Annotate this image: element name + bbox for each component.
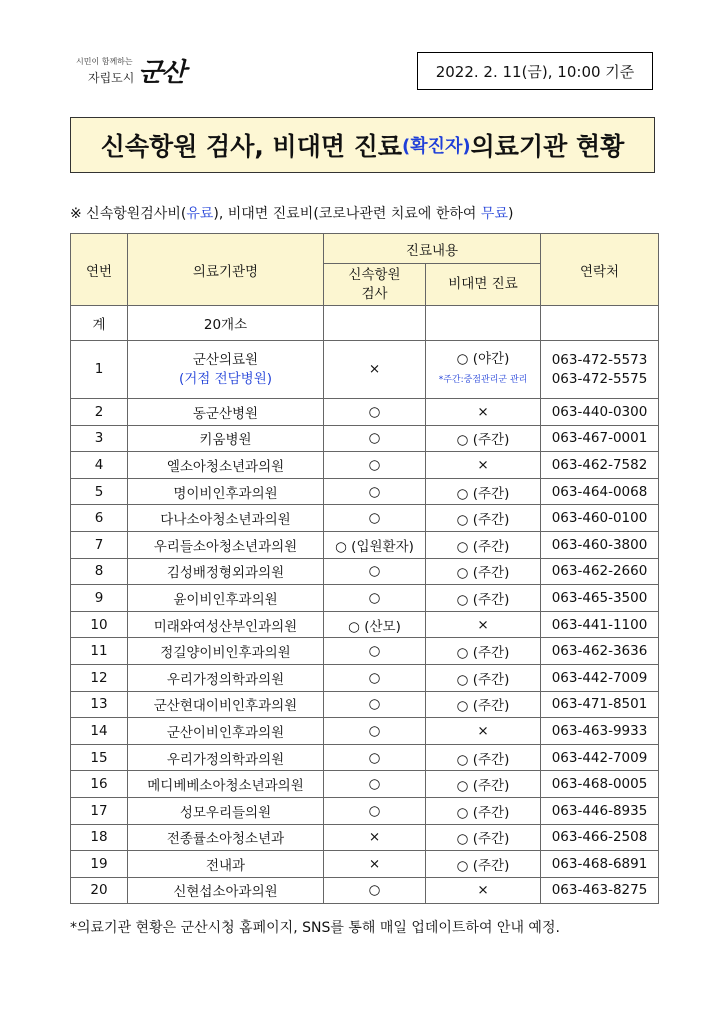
row-remote: ○ (주간) [426,744,541,771]
row-remote: ○ (주간) [426,425,541,452]
header-rapid-line2: 검사 [361,285,388,302]
clinic-table [70,233,659,904]
row-no: 12 [71,664,128,691]
row-no: 8 [71,558,128,585]
row-no: 3 [71,425,128,452]
row-rapid: ○ [324,718,426,745]
row-name: 윤이비인후과의원 [128,585,324,612]
row-no: 19 [71,851,128,878]
row-phone: 063-462-3636 [541,638,659,665]
row-name-sub: (거점 전담병원) [178,370,273,387]
row-phone: 063-462-2660 [541,558,659,585]
row-name: 키움병원 [128,425,324,452]
table-row [71,664,659,691]
row-phone-1: 063-472-5573 [551,351,648,368]
row-phone: 063-471-8501 [541,691,659,718]
row-phone: 063-465-3500 [541,585,659,612]
row-no: 13 [71,691,128,718]
row-rapid: ○ (입원환자) [324,531,426,558]
header-contact: 연락처 [541,234,659,306]
total-empty-contact [541,306,659,341]
row-remote: ○ (주간) [426,664,541,691]
fee-note [70,203,513,223]
row-phone: 063-464-0068 [541,478,659,505]
row-name: 명이비인후과의원 [128,478,324,505]
table-row [71,505,659,532]
row-name: 다나소아청소년과의원 [128,505,324,532]
header-no: 연번 [71,234,128,306]
table-row [71,558,659,585]
table-row [71,718,659,745]
row-remote: ○ (주간) [426,558,541,585]
row-name: 신현섭소아과의원 [128,877,324,904]
note-free: 무료 [480,206,508,222]
row-phone: 063-468-0005 [541,771,659,798]
row-name: 군산이비인후과의원 [128,718,324,745]
row-phone: 063-460-3800 [541,531,659,558]
row-remote: ○ (주간) [426,797,541,824]
row-remote: ○ (주간) [426,824,541,851]
row-name: 미래와여성산부인과의원 [128,611,324,638]
row-phone: 063-462-7582 [541,452,659,479]
row-no: 5 [71,478,128,505]
row-name: 우리들소아청소년과의원 [128,531,324,558]
row-rapid: × [324,824,426,851]
row-remote: × [426,718,541,745]
row-rapid: ○ [324,558,426,585]
row-remote: ○ (주간) [426,531,541,558]
table-row [71,452,659,479]
row-name: 성모우리들의원 [128,797,324,824]
row-remote: × [426,452,541,479]
row-rapid: ○ [324,585,426,612]
row-phone: 063-468-6891 [541,851,659,878]
row-remote: ○ (주간) [426,478,541,505]
row-phone: 063-460-0100 [541,505,659,532]
date-label: 2022. 2. 11(금), 10:00 기준 [435,62,635,81]
row-name: 엘소아청소년과의원 [128,452,324,479]
row-rapid: ○ [324,797,426,824]
row-phone: 063-466-2508 [541,824,659,851]
city-logo [76,52,186,92]
row-phone: 063-442-7009 [541,744,659,771]
row-name: 동군산병원 [128,399,324,426]
row-no: 2 [71,399,128,426]
row-no: 6 [71,505,128,532]
row-name: 우리가정의학과의원 [128,664,324,691]
total-row [71,306,659,341]
row-phone: 063-446-8935 [541,797,659,824]
row-no: 10 [71,611,128,638]
title-highlight: (확진자) [402,136,471,157]
row-rapid: ○ [324,771,426,798]
row-remote: × [426,399,541,426]
title-box [70,117,655,173]
row-phone: 063-463-8275 [541,877,659,904]
header-name: 의료기관명 [128,234,324,306]
row-rapid: ○ [324,744,426,771]
row-rapid: ○ [324,478,426,505]
row-no: 17 [71,797,128,824]
row-no: 9 [71,585,128,612]
row-name: 정길양이비인후과의원 [128,638,324,665]
row-name [128,341,324,399]
row-no: 7 [71,531,128,558]
date-box [417,52,653,90]
table-row [71,399,659,426]
row-remote: ○ (주간) [426,851,541,878]
row-name-main: 군산의료원 [192,351,259,368]
table-row [71,744,659,771]
row-name: 전내과 [128,851,324,878]
row-phone: 063-442-7009 [541,664,659,691]
table-row [71,611,659,638]
table-row [71,478,659,505]
row-rapid: ○ [324,505,426,532]
row-phone: 063-440-0300 [541,399,659,426]
row-no: 14 [71,718,128,745]
total-empty-rapid [324,306,426,341]
row-no: 15 [71,744,128,771]
table-row [71,771,659,798]
row-no: 4 [71,452,128,479]
row-rapid: ○ [324,399,426,426]
header-rapid-test [324,264,426,306]
row-phone: 063-441-1100 [541,611,659,638]
logo-mark: 군산 [138,58,185,88]
row-remote-sub: *주간:중점관리군 관리 [438,374,528,385]
row-name: 메디베베소아청소년과의원 [128,771,324,798]
row-rapid: ○ [324,452,426,479]
row-phone: 063-463-9933 [541,718,659,745]
row-phone [541,341,659,399]
table-row [71,341,659,399]
row-remote-main: ○ (야간) [456,350,510,367]
row-name: 전종률소아청소년과 [128,824,324,851]
row-remote: × [426,877,541,904]
row-rapid: × [324,341,426,399]
total-empty-remote [426,306,541,341]
row-remote: ○ (주간) [426,585,541,612]
row-no: 20 [71,877,128,904]
row-rapid: × [324,851,426,878]
logo-slogan: 시민이 함께하는 [76,57,133,66]
title-suffix: 의료기관 현황 [470,132,625,161]
footer-note: *의료기관 현황은 군산시청 홈페이지, SNS를 통해 매일 업데이트하여 안내 예정. [70,920,560,936]
row-remote: ○ (주간) [426,638,541,665]
row-no: 1 [71,341,128,399]
row-rapid: ○ [324,877,426,904]
note-prefix: ※ 신속항원검사비( [70,206,187,222]
row-rapid: ○ [324,664,426,691]
total-count: 20개소 [128,306,324,341]
total-label: 계 [71,306,128,341]
row-remote [426,341,541,399]
logo-city-text: 자립도시 [88,71,135,85]
table-row [71,425,659,452]
row-no: 16 [71,771,128,798]
row-remote: ○ (주간) [426,691,541,718]
note-paid: 유료 [186,206,214,222]
row-remote: ○ (주간) [426,505,541,532]
row-remote: ○ (주간) [426,771,541,798]
row-rapid: ○ (산모) [324,611,426,638]
header-remote-care: 비대면 진료 [426,264,541,306]
row-rapid: ○ [324,691,426,718]
table-row [71,691,659,718]
title-main: 신속항원 검사, 비대면 진료 [100,132,403,161]
table-row [71,851,659,878]
table-row [71,638,659,665]
note-suffix: ) [507,206,514,222]
table-row [71,585,659,612]
row-phone-2: 063-472-5575 [551,370,648,387]
table-row [71,877,659,904]
row-no: 18 [71,824,128,851]
row-name: 김성배정형외과의원 [128,558,324,585]
row-name: 우리가정의학과의원 [128,744,324,771]
row-rapid: ○ [324,425,426,452]
table-row [71,797,659,824]
row-remote: × [426,611,541,638]
row-rapid: ○ [324,638,426,665]
table-row [71,824,659,851]
row-phone: 063-467-0001 [541,425,659,452]
header-rapid-line1: 신속항원 [348,266,401,283]
row-no: 11 [71,638,128,665]
note-middle: ), 비대면 진료비(코로나관련 치료에 한하여 [213,206,481,222]
header-care: 진료내용 [324,234,541,264]
table-row [71,531,659,558]
row-name: 군산현대이비인후과의원 [128,691,324,718]
